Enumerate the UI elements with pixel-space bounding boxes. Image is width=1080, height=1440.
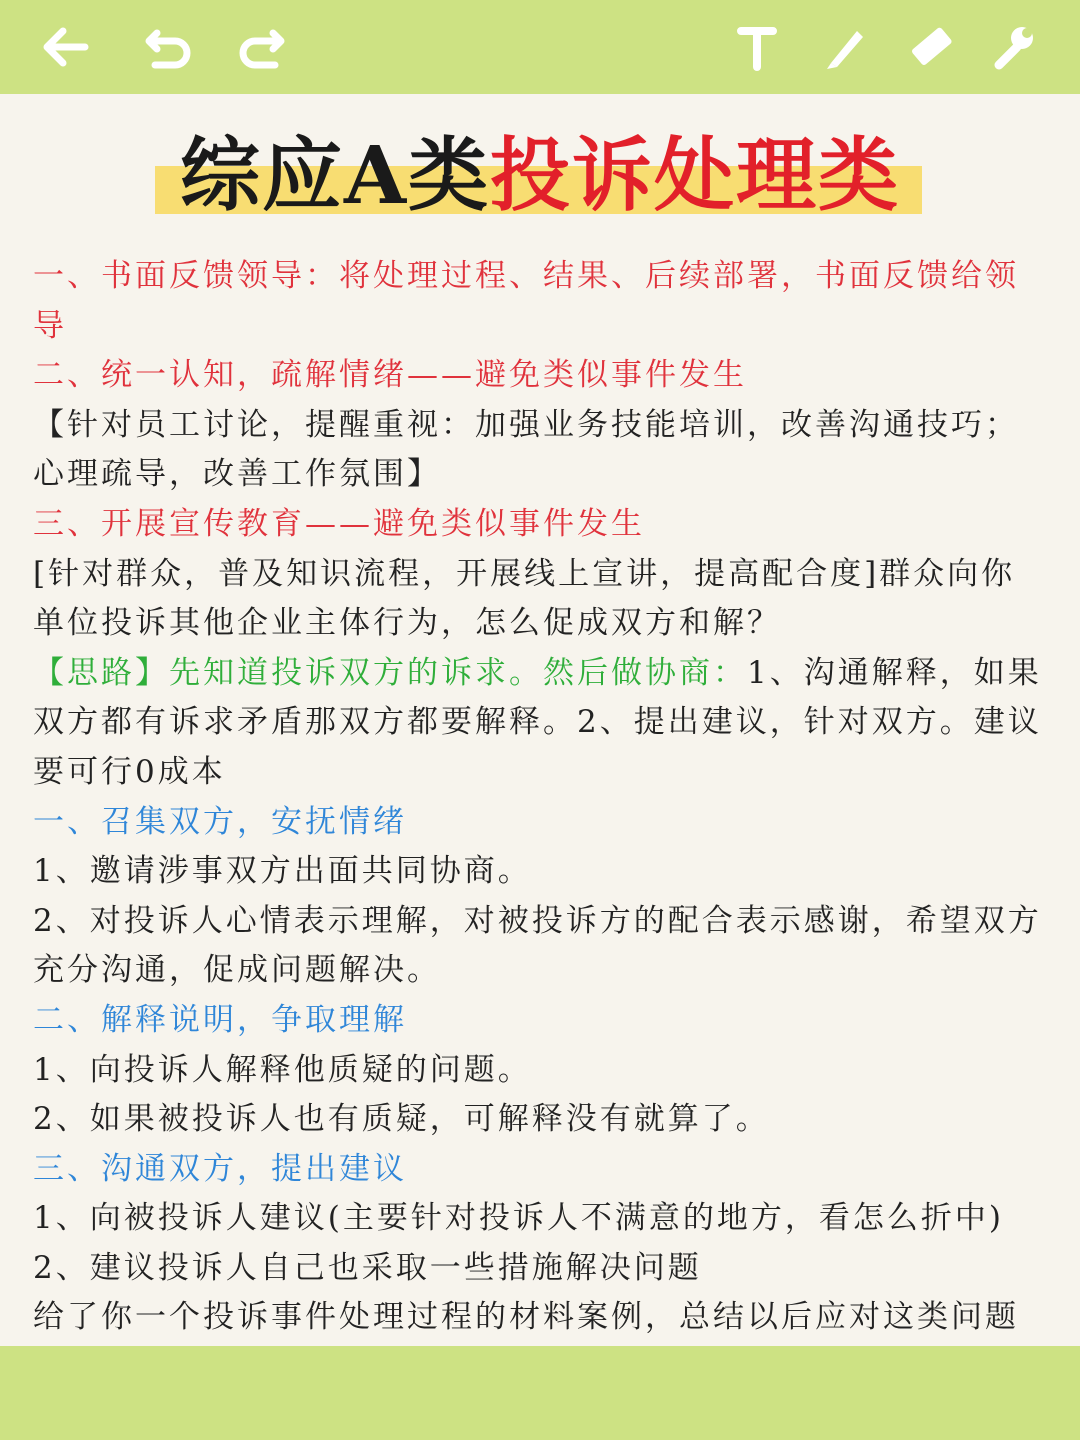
paragraph: 1、邀请涉事双方出面共同协商。 [33, 853, 532, 890]
paragraph: 1、向投诉人解释他质疑的问题。 [33, 1051, 532, 1088]
back-arrow-icon[interactable] [32, 14, 98, 80]
top-toolbar [0, 0, 1080, 94]
step-heading: 二、解释说明，争取理解 [33, 1001, 407, 1038]
idea-label: 【思路】先知道投诉双方的诉求。然后做协商： [33, 654, 747, 691]
note-content [33, 252, 1045, 1393]
section-heading: 二、统一认知，疏解情绪——避免类似事件发生 [33, 357, 747, 394]
paragraph: 1、向被投诉人建议(主要针对投诉人不满意的地方，看怎么折中) [33, 1200, 1004, 1237]
undo-icon[interactable] [134, 14, 200, 80]
title-part1: 综应A类 [179, 128, 491, 222]
idea-text: 1、沟通解释，如果双方都有诉求矛盾那双方都要解释。2、提出建议，针对双方。建议要可行0成本 [33, 654, 1042, 790]
section-heading: 三、开展宣传教育——避免类似事件发生 [33, 505, 645, 542]
paragraph: 2、如果被投诉人也有质疑，可解释没有就算了。 [33, 1101, 770, 1138]
title-part2: 投诉处理类 [490, 128, 901, 222]
paragraph: 给了你一个投诉事件处理过程的材料案例，总结以后应对这类问题 [33, 1299, 1019, 1336]
wrench-icon[interactable] [980, 14, 1046, 80]
section-heading: 一、书面反馈领导：将处理过程、结果、后续部署，书面反馈给领导 [33, 258, 1019, 344]
step-heading: 三、沟通双方，提出建议 [33, 1150, 407, 1187]
step-heading: 一、召集双方，安抚情绪 [33, 803, 407, 840]
paragraph: 【针对员工讨论，提醒重视：加强业务技能培训，改善沟通技巧；心理疏导，改善工作氛围】 [33, 406, 1019, 493]
paragraph: 2、对投诉人心情表示理解，对被投诉方的配合表示感谢，希望双方充分沟通，促成问题解决。 [33, 902, 1042, 989]
page-title [0, 128, 1080, 222]
bottom-bar [0, 1346, 1080, 1440]
redo-icon[interactable] [230, 14, 296, 80]
paragraph [33, 649, 1045, 798]
paragraph: [针对群众，普及知识流程，开展线上宣讲，提高配合度]群众向你单位投诉其他企业主体行为，怎么促成双方和解？ [33, 555, 1016, 642]
pen-tool-icon[interactable] [812, 14, 878, 80]
paragraph: 2、建议投诉人自己也采取一些措施解决问题 [33, 1249, 702, 1286]
eraser-icon[interactable] [898, 14, 964, 80]
text-tool-icon[interactable] [724, 14, 790, 80]
